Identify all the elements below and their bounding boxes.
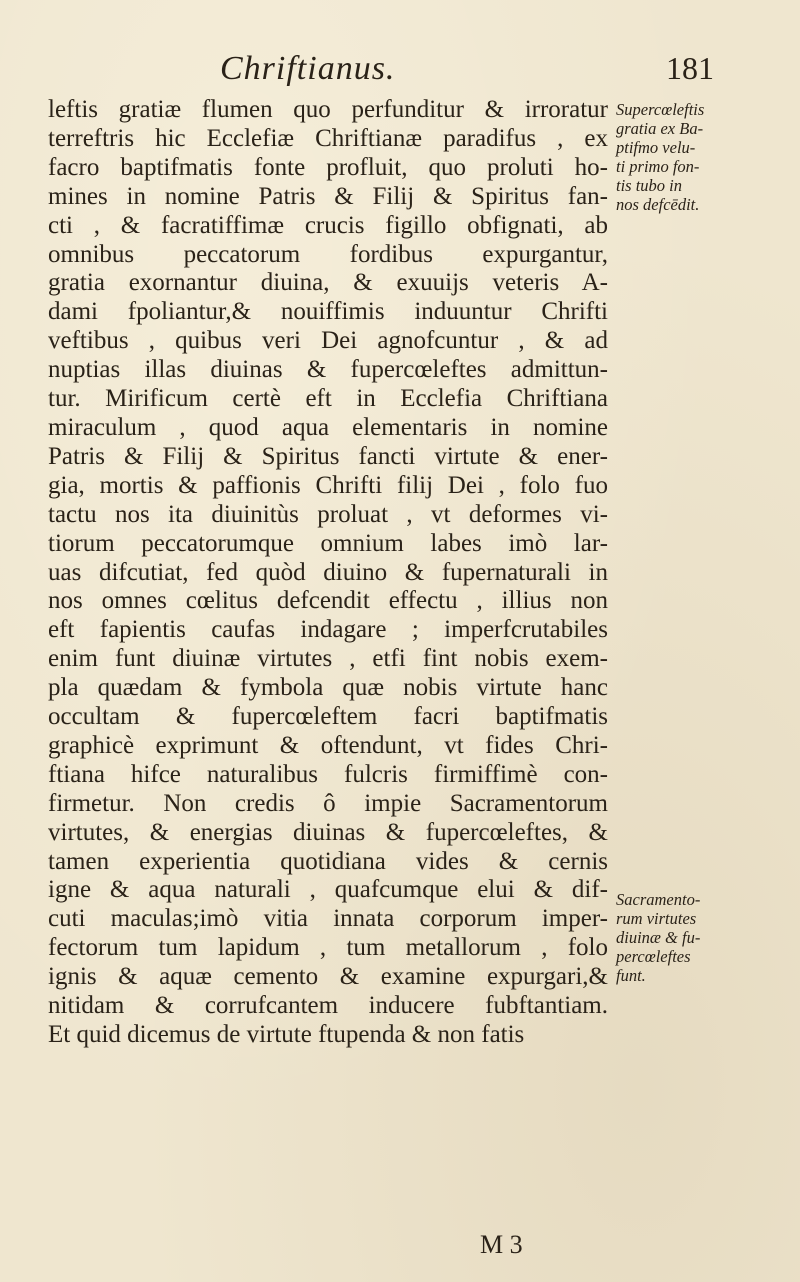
text-line: fectorum tum lapidum , tum metallorum , folo: [48, 934, 608, 962]
text-line: terreftris hic Ecclefiæ Chriftianæ paradifus , ex: [48, 124, 608, 152]
page-header: [50, 50, 750, 96]
text-line: pla quædam & fymbola quæ nobis virtute hanc: [48, 674, 608, 702]
margin-note-line: Sacramento-: [616, 890, 701, 909]
margin-note-line: Supercœleftis: [616, 100, 705, 119]
text-line: Patris & Filij & Spiritus fancti virtute & ener-: [48, 442, 608, 470]
text-line: cti , & facratiffimæ crucis figillo obfignati, ab: [48, 211, 608, 239]
text-line: cuti maculas;imò vitia innata corporum imper-: [48, 905, 608, 933]
text-line: virtutes, & energias diuinas & fupercœleftes, &: [48, 818, 608, 846]
text-line: graphicè exprimunt & oftendunt, vt fides Chri-: [48, 731, 608, 759]
text-line: ftiana hifce naturalibus fulcris firmiffimè con-: [48, 760, 608, 788]
text-line: tur. Mirificum certè eft in Ecclefia Chriftiana: [48, 385, 608, 413]
text-line: facro baptifmatis fonte profluit, quo proluti ho-: [48, 153, 608, 181]
margin-note-line: gratia ex Ba-: [616, 119, 704, 138]
page-number: 181: [666, 50, 714, 86]
margin-note-sacraments: [616, 890, 792, 985]
text-line: gratia exornantur diuina, & exuuijs veteris A-: [48, 269, 608, 297]
text-line: occultam & fupercœleftem facri baptifmatis: [48, 703, 608, 731]
text-line: veftibus , quibus veri Dei agnofcuntur , & ad: [48, 327, 608, 355]
text-line: omnibus peccatorum fordibus expurgantur,: [48, 240, 608, 268]
margin-note-line: diuinæ & fu-: [616, 928, 701, 947]
text-line: enim funt diuinæ virtutes , etfi fint nobis exem-: [48, 645, 608, 673]
text-line: leftis gratiæ flumen quo perfunditur & irroratur: [48, 96, 608, 123]
text-line: tiorum peccatorumque omnium labes imò lar-: [48, 529, 608, 557]
text-line: tactu nos ita diuinitùs proluat , vt deformes vi-: [48, 500, 608, 528]
text-line: dami fpoliantur,& nouiffimis induuntur Chrifti: [48, 298, 608, 326]
text-line: mines in nomine Patris & Filij & Spiritus fan-: [48, 182, 608, 210]
margin-note-line: rum virtutes: [616, 909, 697, 928]
text-line: nuptias illas diuinas & fupercœleftes admittun-: [48, 356, 608, 384]
text-line: tamen experientia quotidiana vides & cernis: [48, 847, 608, 875]
margin-note-line: nos defcēdit.: [616, 195, 700, 214]
running-title: Chriftianus.: [220, 50, 396, 87]
text-line: nitidam & corrufcantem inducere fubftantiam.: [48, 992, 608, 1020]
signature-mark: M 3: [480, 1230, 523, 1259]
text-line: Et quid dicemus de virtute ftupenda & non fatis: [48, 1021, 525, 1048]
margin-note-line: ti primo fon-: [616, 157, 700, 176]
text-line: igne & aqua naturali , quafcumque elui & dif-: [48, 876, 608, 904]
margin-note-line: percœleftes: [616, 947, 691, 966]
margin-note-baptism: [616, 100, 792, 214]
text-line: uas difcutiat, fed quòd diuino & fupernaturali in: [48, 558, 608, 586]
text-line: miraculum , quod aqua elementaris in nomine: [48, 413, 608, 441]
text-line: eft fapientis caufas indagare ; imperfcrutabiles: [48, 616, 608, 644]
text-line: firmetur. Non credis ô impie Sacramentorum: [48, 789, 608, 817]
text-line: nos omnes cœlitus defcendit effectu , illius non: [48, 587, 608, 615]
text-line: ignis & aquæ cemento & examine expurgari,&: [48, 963, 608, 991]
margin-note-line: tis tubo in: [616, 176, 683, 195]
margin-note-line: ptifmo velu-: [616, 138, 696, 157]
body-text: [48, 96, 608, 1050]
margin-note-line: funt.: [616, 966, 646, 985]
text-line: gia, mortis & paffionis Chrifti filij Dei , folo fuo: [48, 471, 608, 499]
